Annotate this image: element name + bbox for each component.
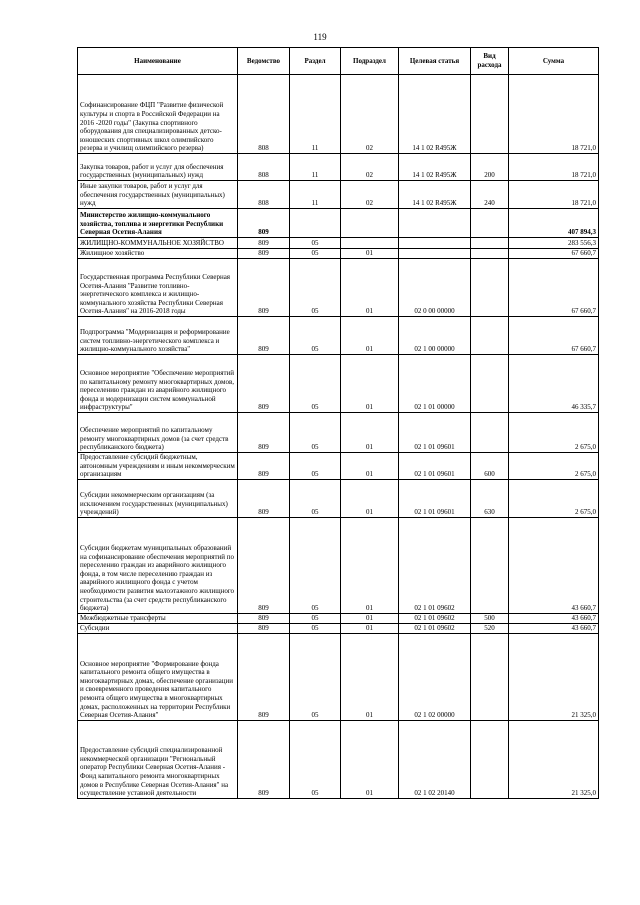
cell-target: 14 1 02 R495Ж [399,154,471,181]
page-number: 119 [313,32,327,42]
cell-dept: 809 [238,317,290,355]
cell-name: Предоставление субсидий бюджетным, автономным учреждениям и иным некоммерческим организациям [78,453,238,480]
cell-dept: 809 [238,209,290,238]
cell-target: 02 0 00 00000 [399,259,471,317]
cell-amount: 18 721,0 [509,181,599,209]
cell-name: ЖИЛИЩНО-КОММУНАЛЬНОЕ ХОЗЯЙСТВО [78,238,238,249]
cell-amount: 43 660,7 [509,517,599,613]
cell-target: 02 1 01 00000 [399,355,471,413]
cell-exptype: 630 [471,479,509,517]
cell-dept: 809 [238,238,290,249]
cell-exptype [471,355,509,413]
header-target: Целевая статья [399,48,471,75]
cell-amount: 67 660,7 [509,249,599,259]
cell-section: 05 [290,413,341,453]
cell-amount: 18 721,0 [509,75,599,154]
cell-target: 02 1 01 09601 [399,453,471,480]
cell-dept: 809 [238,249,290,259]
table-row [78,181,599,209]
cell-target: 02 1 01 09601 [399,413,471,453]
cell-name: Софинансирование ФЦП "Развитие физической культуры и спорта в Российской Федерации на 2016 -2020 годы" (Закупка спортивного оборудования для специализированных детско-юношеских спортивных школ олимпийского резерва и училищ олимпийского резерва) [78,75,238,154]
cell-exptype [471,238,509,249]
cell-target: 02 1 02 00000 [399,633,471,720]
cell-section: 05 [290,317,341,355]
cell-amount: 67 660,7 [509,259,599,317]
cell-dept: 809 [238,720,290,798]
cell-name: Жилищное хозяйство [78,249,238,259]
cell-section: 05 [290,453,341,480]
cell-section: 05 [290,633,341,720]
header-exptype: Вид расхода [471,48,509,75]
cell-subsection: 01 [341,633,399,720]
cell-amount: 46 335,7 [509,355,599,413]
cell-name: Основное мероприятие "Обеспечение мероприятий по капитальному ремонту многоквартирных домов, переселению граждан из аварийного жилищного фонда и модернизации систем коммунальной инфраструктуры" [78,355,238,413]
table-row [78,355,599,413]
budget-table [77,47,599,799]
cell-section: 05 [290,238,341,249]
cell-name: Подпрограмма "Модернизация и реформирование систем топливно-энергетического комплекса и жилищно-коммунального хозяйства" [78,317,238,355]
cell-subsection: 01 [341,355,399,413]
cell-subsection: 02 [341,154,399,181]
cell-subsection: 02 [341,181,399,209]
cell-target: 02 1 01 09601 [399,479,471,517]
cell-exptype: 500 [471,613,509,623]
cell-subsection: 01 [341,720,399,798]
cell-name: Субсидии некоммерческим организациям (за исключением государственных (муниципальных) учреждений) [78,479,238,517]
cell-name: Министерство жилищно-коммунального хозяйства, топлива и энергетики Республики Северная Осетия-Алания [78,209,238,238]
cell-amount: 407 894,3 [509,209,599,238]
table-row [78,623,599,633]
cell-exptype [471,413,509,453]
cell-amount: 43 660,7 [509,613,599,623]
cell-subsection: 01 [341,317,399,355]
cell-subsection: 01 [341,517,399,613]
cell-exptype [471,259,509,317]
cell-exptype [471,517,509,613]
cell-name: Субсидии бюджетам муниципальных образований на софинансирование обеспечения мероприятий по переселению граждан из аварийного жилищного фонда, в том числе переселению граждан из аварийного жилищного фонда с учетом необходимости развития малоэтажного жилищного строительства (за счет средств республиканского бюджета) [78,517,238,613]
cell-section: 05 [290,259,341,317]
cell-target: 02 1 01 09602 [399,613,471,623]
cell-section: 05 [290,623,341,633]
cell-exptype [471,633,509,720]
cell-amount: 67 660,7 [509,317,599,355]
header-name: Наименование [78,48,238,75]
cell-exptype [471,317,509,355]
table-row [78,613,599,623]
cell-section: 05 [290,720,341,798]
cell-amount: 2 675,0 [509,413,599,453]
table-row [78,259,599,317]
cell-exptype [471,75,509,154]
table-row [78,238,599,249]
cell-section: 05 [290,517,341,613]
cell-section: 11 [290,181,341,209]
table-row [78,75,599,154]
cell-section: 05 [290,613,341,623]
cell-dept: 809 [238,613,290,623]
table-row [78,453,599,480]
cell-dept: 809 [238,623,290,633]
cell-amount: 283 556,3 [509,238,599,249]
cell-exptype: 520 [471,623,509,633]
cell-name: Государственная программа Республики Северная Осетия-Алания "Развитие топливно-энергетического комплекса и жилищно-коммунального хозяйства Республики Северная Осетия-Алания" на 2016-2018 годы [78,259,238,317]
cell-section: 05 [290,479,341,517]
cell-subsection: 01 [341,623,399,633]
cell-amount: 21 325,0 [509,633,599,720]
cell-dept: 809 [238,517,290,613]
cell-amount: 2 675,0 [509,453,599,480]
table-row [78,479,599,517]
cell-subsection: 02 [341,75,399,154]
cell-target: 14 1 02 R495Ж [399,75,471,154]
table-row [78,720,599,798]
cell-dept: 809 [238,355,290,413]
cell-target [399,209,471,238]
cell-subsection [341,209,399,238]
cell-name: Обеспечение мероприятий по капитальному ремонту многоквартирных домов (за счет средств республиканского бюджета) [78,413,238,453]
cell-name: Закупка товаров, работ и услуг для обеспечения государственных (муниципальных) нужд [78,154,238,181]
cell-exptype: 240 [471,181,509,209]
cell-section: 11 [290,154,341,181]
cell-subsection: 01 [341,413,399,453]
cell-amount: 21 325,0 [509,720,599,798]
table-row [78,154,599,181]
cell-dept: 809 [238,413,290,453]
cell-dept: 809 [238,259,290,317]
cell-section: 11 [290,75,341,154]
cell-exptype: 600 [471,453,509,480]
cell-subsection [341,238,399,249]
cell-target [399,249,471,259]
cell-exptype [471,249,509,259]
cell-exptype [471,720,509,798]
cell-name: Предоставление субсидий специализированной некоммерческой организации "Региональный оператор Республики Северная Осетия-Алания - Фонд капитального ремонта многоквартирных домов в Республике Северная Осетия-Алания" на осуществление уставной деятельности [78,720,238,798]
cell-dept: 808 [238,154,290,181]
cell-name: Иные закупки товаров, работ и услуг для обеспечения государственных (муниципальных) нужд [78,181,238,209]
cell-name: Межбюджетные трансферты [78,613,238,623]
cell-dept: 809 [238,479,290,517]
table-row [78,633,599,720]
cell-subsection: 01 [341,479,399,517]
cell-exptype: 200 [471,154,509,181]
cell-section: 05 [290,355,341,413]
cell-amount: 18 721,0 [509,154,599,181]
cell-target: 02 1 02 20140 [399,720,471,798]
table-row [78,413,599,453]
table-row [78,249,599,259]
cell-target: 02 1 01 09602 [399,517,471,613]
header-amount: Сумма [509,48,599,75]
cell-amount: 43 660,7 [509,623,599,633]
cell-dept: 809 [238,453,290,480]
cell-dept: 809 [238,633,290,720]
table-row [78,517,599,613]
cell-target: 02 1 00 00000 [399,317,471,355]
cell-subsection: 01 [341,249,399,259]
cell-subsection: 01 [341,259,399,317]
cell-section [290,209,341,238]
table-row [78,209,599,238]
cell-amount: 2 675,0 [509,479,599,517]
cell-target: 14 1 02 R495Ж [399,181,471,209]
cell-subsection: 01 [341,613,399,623]
cell-name: Основное мероприятие "Формирование фонда капитального ремонта общего имущества в многоквартирных домах, обеспечение организации и своевременного проведения капитального ремонта общего имущества в многоквартирных домах, расположенных на территории Республики Северная Осетия-Алания" [78,633,238,720]
cell-name: Субсидии [78,623,238,633]
cell-dept: 808 [238,75,290,154]
cell-target: 02 1 01 09602 [399,623,471,633]
cell-section: 05 [290,249,341,259]
header-section: Раздел [290,48,341,75]
header-subsection: Подраздел [341,48,399,75]
header-dept: Ведомство [238,48,290,75]
cell-target [399,238,471,249]
cell-subsection: 01 [341,453,399,480]
cell-dept: 808 [238,181,290,209]
table-header-row [78,48,599,75]
table-row [78,317,599,355]
cell-exptype [471,209,509,238]
